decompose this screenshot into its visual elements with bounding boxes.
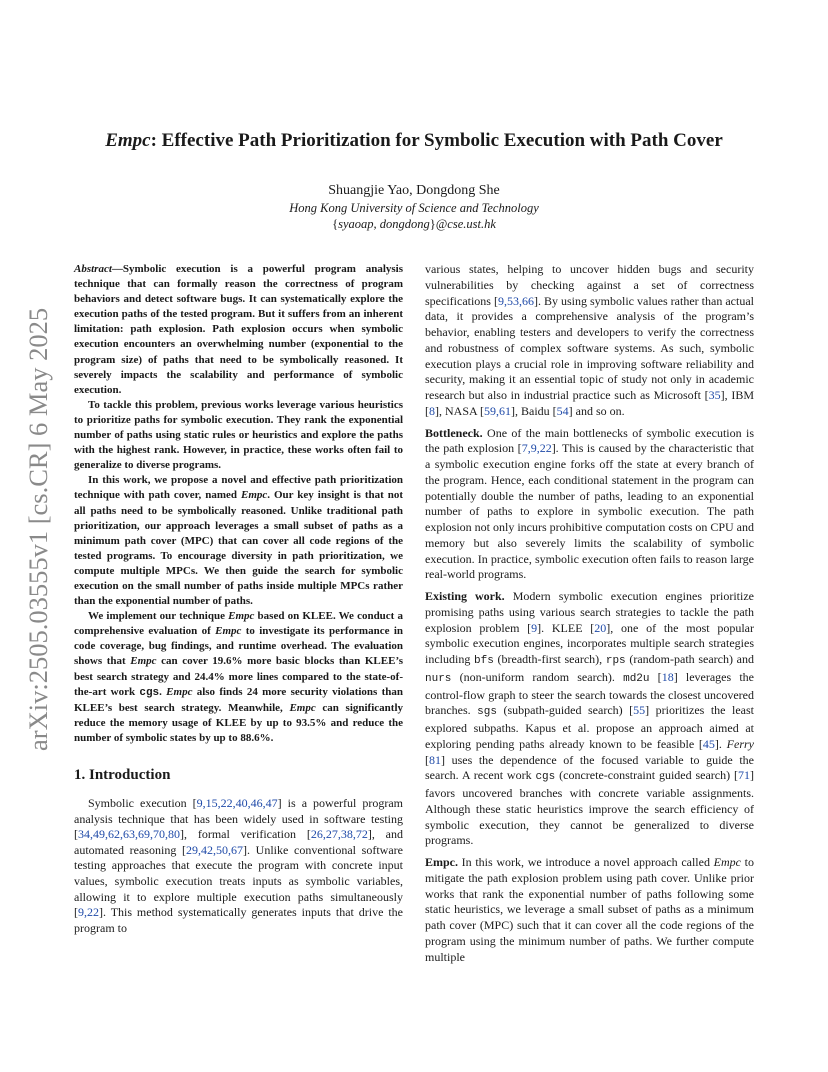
abstract-paragraph: To tackle this problem, previous works leverage various heuristics to prioritize paths for symbolic execution. They rank the exponential number of paths using static rules or heuristics and explore the paths with the highest rank. However, in practice, these works often fail to generalize to diverse programs. <box>74 398 403 472</box>
abstract-paragraph: We implement our technique Empc based on KLEE. We conduct a comprehensive evaluation of Empc to investigate its performance in code coverage, bug findings, and runtime overhead. The evaluation shows that Empc can cover 19.6% more basic blocks than KLEE’s best search strategy and 24.4% more lines compared to the state-of-the-art work cgs. Empc also finds 24 more security violations than KLEE’s best search strategy. Meanwhile, Empc can significantly reduce the memory usage of KLEE by up to 93.5% and reduce the number of symbolic states by up to 88.6%. <box>74 610 403 744</box>
citation-link[interactable]: 81 <box>429 752 441 767</box>
citation-link[interactable]: 9 <box>531 620 538 635</box>
title-rest: : Effective Path Prioritization for Symbolic Execution with Path Cover <box>150 130 723 151</box>
intro-paragraph: Symbolic execution [9,15,22,40,46,47] is a powerful program analysis technique that has been widely used in software testing [34,49,62,63,69,70,80], formal verification [26,27,38,72], and automated reasoning [29,42,50,67]. Unlike conventional software testing approaches that execute the program with concrete input values, symbolic execution treats inputs as symbolic variables, allowing it to explore multiple execution paths simultaneously [9,22]. This method systematically generates inputs that drive the program to <box>74 796 403 935</box>
paper-title <box>0 128 828 154</box>
emails: {syaoap, dongdong}@cse.ust.hk <box>332 217 496 231</box>
citation-link[interactable]: 54 <box>556 403 569 418</box>
title-block <box>0 128 828 232</box>
empc-paragraph: Empc. In this work, we introduce a novel approach called Empc to mitigate the path explosion problem using path cover. Unlike prior works that rank the exponential number of paths following some static heuristics, we leverage a small subset of paths as a minimum path cover (MPC) such that it can cover all the code regions of the program using the minimum number of paths. We further compute multiple <box>425 855 754 964</box>
citation-link[interactable]: 8 <box>429 403 435 418</box>
affiliation: Hong Kong University of Science and Technology <box>289 201 539 215</box>
citation-link[interactable]: 20 <box>594 620 607 635</box>
abstract <box>74 262 403 746</box>
citation-link[interactable]: 7,9,22 <box>521 441 552 456</box>
paragraph-lead: Existing work. <box>425 589 505 603</box>
citation-link[interactable]: 45 <box>702 736 715 751</box>
citation-link[interactable]: 29,42,50,67 <box>186 842 243 857</box>
citation-link[interactable]: 34,49,62,63,69,70,80 <box>78 827 180 842</box>
body-paragraph: various states, helping to uncover hidden bugs and security vulnerabilities by checking against a set of correctness specifications [9,53,66]. By using symbolic values rather than actual data, it provides a comprehensive analysis of the program’s behavior, enabling testers and developers to verify the correctness and robustness of complex software systems. As such, symbolic execution plays a crucial role in improving software reliability and security, making it an essential topic of study not only in academic research but also in industrial practice such as Microsoft [35], IBM [8], NASA [59,61], Baidu [54] and so on. <box>425 262 754 418</box>
citation-link[interactable]: 55 <box>633 703 646 718</box>
abstract-label: Abstract <box>74 263 112 275</box>
bottleneck-paragraph: Bottleneck. One of the main bottlenecks of symbolic execution is the path explosion [7,9,22]. This is caused by the characteristic that a symbolic execution engine forks off the state at every branch of the program. Hence, each conditional statement in the program can potentially double the number of paths, leading to an exponential number of paths to explore in symbolic execution. The path explosion not only incurs prohibitive computation costs on CPU and memory but also severely limits the scalability of symbolic execution. In practice, symbolic execution often fails to reason large real-world programs. <box>425 425 755 582</box>
citation-link[interactable]: 26,27,38,72 <box>310 827 368 842</box>
paragraph-lead: Empc. <box>425 855 458 869</box>
section-heading-introduction: 1. Introduction <box>74 767 171 783</box>
abstract-paragraph: In this work, we propose a novel and effective path prioritization technique with path cover, named Empc. Our key insight is that not all paths need to be symbolically reasoned. Unlike traditional path prioritization, our approach leverages a small subset of paths as a minimum path cover (MPC) that can cover all code regions of the tested programs. To encourage diversity in path prioritization, we compute multiple MPCs. We then guide the search for symbolic execution on the small number of paths inside multiple MPCs rather than the exponential number of paths. <box>74 474 404 608</box>
authors: Shuangjie Yao, Dongdong She <box>328 183 500 198</box>
citation-link[interactable]: 35 <box>708 388 721 402</box>
title-tool-name: Empc <box>105 130 151 151</box>
citation-link[interactable]: 9,15,22,40,46,47 <box>196 796 278 810</box>
paragraph-lead: Bottleneck. <box>425 425 483 440</box>
citation-link[interactable]: 18 <box>661 669 674 684</box>
citation-link[interactable]: 59,61 <box>484 403 512 418</box>
citation-link[interactable]: 9,53,66 <box>497 293 534 308</box>
arxiv-id: arXiv:2505.03555v1 [cs.CR] 6 May 2025 <box>23 307 53 751</box>
citation-link[interactable]: 71 <box>738 768 750 783</box>
abstract-paragraph: Abstract—Symbolic execution is a powerful program analysis technique that can formally reason the correctness of program behaviors and detect software bugs. It can systematically explore the execution paths of the tested program. But it suffers from an inherent limitation: path explosion. Path explosion occurs when symbolic execution encounters an overwhelming number (exponential to the program size) of paths that need to be symbolically reasoned. It severely impacts the scalability and performance of symbolic execution. <box>74 263 403 396</box>
arxiv-stamp <box>16 285 56 755</box>
citation-link[interactable]: 9,22 <box>78 905 99 920</box>
left-column <box>74 262 403 936</box>
existing-work-paragraph: Existing work. Modern symbolic execution engines prioritize promising paths using various search strategies to tackle the path explosion problem [9]. KLEE [20], one of the most popular symbolic execution engines, incorporates multiple search strategies including bfs (breadth-first search), rps (random-path search) and nurs (non-uniform random search). md2u [18] leverages the control-flow graph to steer the search towards the closest uncovered branches. sgs (subpath-guided search) [55] prioritizes the least explored subpaths. Kapus et al. propose an approach aimed at exploring pending paths already known to be feasible [45]. Ferry [81] uses the dependence of the focused variable to guide the search. A recent work cgs (concrete-constraint guided search) [71] favors uncovered branches with concrete variable assignments. Although these static heuristics improve the search efficiency of symbolic execution, they cannot be generalized to diverse programs. <box>425 589 755 848</box>
right-column <box>425 262 754 971</box>
